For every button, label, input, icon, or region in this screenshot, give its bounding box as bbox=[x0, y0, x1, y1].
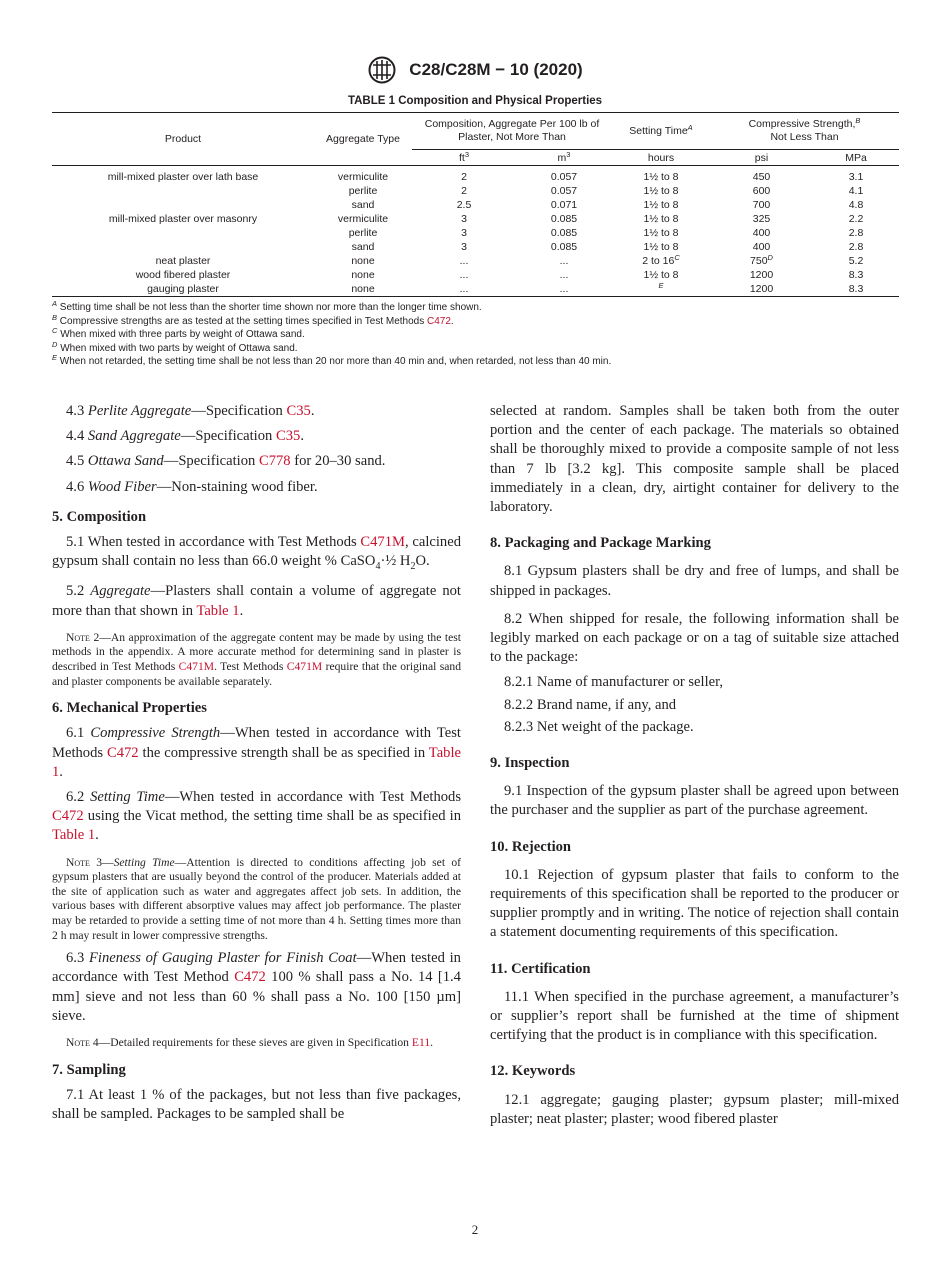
section-4-5: 4.5 Ottawa Sand—Specification C778 for 20–30 sand. bbox=[66, 453, 386, 470]
cell-product bbox=[52, 198, 314, 212]
cell-ft3: ... bbox=[459, 255, 469, 267]
cell-ft3: 2 bbox=[461, 171, 467, 183]
right-column bbox=[490, 402, 899, 1129]
footnote-a: $^A$ Setting time shall be not less than the shorter time shown nor more than the longer time shown. bbox=[52, 299, 482, 313]
section-9-1: 9.1 Inspection of the gypsum plaster shall be agreed upon between the purchaser and the supplier as part of the purchase agreement. bbox=[490, 783, 899, 819]
cell-mpa: 8.3 bbox=[848, 283, 864, 295]
c471m-link[interactable]: C471M bbox=[286, 659, 323, 673]
section-8-2-1: 8.2.1 Name of manufacturer or seller, bbox=[504, 674, 724, 691]
cell-aggregate-type: sand bbox=[351, 199, 375, 211]
cell-ft3: 3 bbox=[461, 213, 467, 225]
cell-aggregate-type: perlite bbox=[348, 227, 378, 239]
table-row bbox=[52, 254, 899, 268]
cell-setting-time: 1½ to 8 bbox=[643, 185, 679, 197]
table-row bbox=[52, 166, 899, 185]
cell-m3: ... bbox=[559, 255, 569, 267]
document-designation: C28/C28M − 10 (2020) bbox=[409, 60, 583, 79]
table-row bbox=[52, 198, 899, 212]
cell-m3: 0.085 bbox=[550, 227, 578, 239]
cell-product: gauging plaster bbox=[147, 283, 219, 295]
note-4: Note 4—Detailed requirements for these sieves are given in Specification E11. bbox=[66, 1035, 434, 1049]
cell-ft3: 2 bbox=[461, 185, 467, 197]
cell-product bbox=[52, 184, 314, 198]
cell-psi: 1200 bbox=[749, 269, 774, 281]
footnote-c: $^C$ When mixed with three parts by weight of Ottawa sand. bbox=[52, 326, 305, 341]
header-aggregate-type: Aggregate Type bbox=[326, 132, 400, 145]
composition-table bbox=[52, 112, 899, 297]
astm-logo-icon bbox=[367, 56, 397, 84]
cell-psi: 1200 bbox=[749, 283, 774, 295]
cell-ft3: ... bbox=[459, 269, 469, 281]
unit-mpa: MPa bbox=[845, 151, 867, 164]
footnote-b: $^B$ Compressive strengths are as tested at the setting times specified in Test Methods C472. bbox=[52, 312, 454, 327]
table-footnotes bbox=[52, 301, 912, 369]
cell-product bbox=[52, 226, 314, 240]
section-7-1: 7.1 At least 1 % of the packages, but not less than five packages, shall be sampled. Packages to be sampled shall be bbox=[52, 1086, 461, 1122]
c472-link[interactable]: C472 bbox=[234, 969, 266, 986]
cell-mpa: 4.1 bbox=[848, 185, 864, 197]
header-composition: Composition, Aggregate Per 100 lb of Plaster, Not More Than bbox=[412, 113, 612, 150]
footnote-d: $^D$ When mixed with two parts by weight of Ottawa sand. bbox=[52, 339, 298, 354]
c472-link[interactable]: C472 bbox=[52, 808, 84, 825]
unit-psi: psi bbox=[754, 151, 769, 164]
section-10-1: 10.1 Rejection of gypsum plaster that fails to conform to the requirements of this specification shall be reported to the producer or supplier promptly and in writing. The notice of rejection shall contain a statement documenting requirements of this specification. bbox=[490, 866, 899, 941]
page-header bbox=[0, 56, 950, 84]
cell-aggregate-type: vermiculite bbox=[337, 171, 389, 183]
c472-link[interactable]: C472 bbox=[106, 744, 139, 761]
cell-mpa: 4.8 bbox=[848, 199, 864, 211]
cell-psi: 600 bbox=[752, 185, 771, 197]
cell-ft3: 3 bbox=[461, 227, 467, 239]
heading-sampling: 7. Sampling bbox=[52, 1061, 126, 1078]
table-row bbox=[52, 282, 899, 297]
left-column bbox=[52, 402, 461, 1124]
unit-ft3: $ft^3$ bbox=[458, 149, 469, 164]
cell-m3: 0.085 bbox=[550, 241, 578, 253]
cell-m3: 0.071 bbox=[550, 199, 578, 211]
cell-product: mill-mixed plaster over masonry bbox=[108, 213, 258, 225]
heading-inspection: 9. Inspection bbox=[490, 755, 570, 772]
c778-link[interactable]: C778 bbox=[258, 453, 291, 470]
c35-link[interactable]: C35 bbox=[286, 403, 311, 419]
c472-link[interactable]: C472 bbox=[427, 315, 451, 327]
cell-aggregate-type: sand bbox=[351, 241, 375, 253]
section-8-1: 8.1 Gypsum plasters shall be dry and free of lumps, and shall be shipped in packages. bbox=[490, 563, 899, 599]
table-row bbox=[52, 226, 899, 240]
cell-aggregate-type: vermiculite bbox=[337, 213, 389, 225]
heading-mechanical-properties: 6. Mechanical Properties bbox=[52, 700, 207, 717]
section-8-2-2: 8.2.2 Brand name, if any, and bbox=[504, 696, 677, 713]
heading-packaging: 8. Packaging and Package Marking bbox=[490, 535, 711, 552]
section-4-3: 4.3 Perlite Aggregate—Specification C35. bbox=[66, 403, 315, 419]
section-6-1: 6.1 Compressive Strength—When tested in accordance with Test Methods C472 the compressive strength shall be as specified in Table 1. bbox=[52, 725, 461, 780]
cell-ft3: 2.5 bbox=[456, 199, 472, 211]
c35-link[interactable]: C35 bbox=[275, 428, 301, 445]
cell-m3: 0.057 bbox=[550, 185, 578, 197]
section-6-3: 6.3 Fineness of Gauging Plaster for Finish Coat—When tested in accordance with Test Method C472 100 % shall pass a No. 14 [1.4 mm] sieve and not less than 60 % shall pass a No. 100 [150 µm] sieve. bbox=[52, 950, 461, 1024]
c471m-link[interactable]: C471M bbox=[178, 659, 215, 673]
footnote-e: $^E$ When not retarded, the setting time shall be not less than 20 nor more than 40 min and, when retarded, not less than 40 min. bbox=[52, 353, 612, 368]
cell-mpa: 2.8 bbox=[848, 227, 864, 239]
cell-setting-time: 1½ to 8 bbox=[643, 199, 679, 211]
table-1-link[interactable]: Table 1 bbox=[196, 602, 240, 619]
section-5-2: 5.2 Aggregate—Plasters shall contain a volume of aggregate not more than that shown in Table 1. bbox=[52, 583, 461, 619]
unit-m3: $m^3$ bbox=[557, 149, 571, 164]
table-row bbox=[52, 184, 899, 198]
e11-link[interactable]: E11 bbox=[411, 1035, 431, 1049]
section-8-2: 8.2 When shipped for resale, the following information shall be legibly marked on each package or on a tag of suitable size attached to the package: bbox=[490, 610, 899, 666]
header-setting-time: Setting Time$^A$ bbox=[612, 113, 710, 150]
section-11-1: 11.1 When specified in the purchase agreement, a manufacturer’s or supplier’s report shall be furnished at the time of shipment certifying that the product is in compliance with this specification. bbox=[490, 988, 899, 1044]
heading-rejection: 10. Rejection bbox=[490, 838, 572, 855]
cell-setting-time: 1½ to 8 bbox=[643, 227, 679, 239]
cell-setting-time: 2 to $16^C$ bbox=[642, 253, 680, 267]
table-1-link[interactable]: Table 1 bbox=[52, 827, 96, 844]
section-4-6: 4.6 Wood Fiber—Non-staining wood fiber. bbox=[66, 478, 318, 495]
cell-aggregate-type: perlite bbox=[348, 185, 378, 197]
cell-m3: ... bbox=[559, 283, 569, 295]
section-8-2-3: 8.2.3 Net weight of the package. bbox=[504, 718, 694, 735]
cell-mpa: 8.3 bbox=[848, 269, 864, 281]
cell-aggregate-type: none bbox=[351, 269, 375, 281]
section-12-1: 12.1 aggregate; gauging plaster; gypsum plaster; mill-mixed plaster; neat plaster; plaster; wood fibered plaster bbox=[490, 1091, 899, 1127]
cell-setting-time: 1½ to 8 bbox=[643, 241, 679, 253]
cell-ft3: 3 bbox=[461, 241, 467, 253]
section-7-1-continued: selected at random. Samples shall be taken both from the outer portion and the center of each package. The materials so obtained shall be thoroughly mixed to provide a composite sample of not less than 7 lb [3.2 kg]. This composite sample shall be placed immediately in a clean, dry, airtight container for delivery to the laboratory. bbox=[490, 403, 899, 516]
section-4-4: 4.4 Sand Aggregate—Specification C35. bbox=[66, 428, 304, 445]
cell-psi: 400 bbox=[752, 241, 771, 253]
cell-m3: 0.057 bbox=[550, 171, 578, 183]
cell-psi: $750^D$ bbox=[750, 253, 773, 267]
header-compressive-strength: Compressive Strength,$^B$ Not Less Than bbox=[710, 113, 899, 150]
page-number: 2 bbox=[471, 1222, 479, 1237]
cell-mpa: 2.8 bbox=[848, 241, 864, 253]
note-2: Note 2—An approximation of the aggregate content may be made by using the test methods in the appendix. A more accurate method for determining sand in plaster is described in Test Methods C471M. Test Methods C471M require that the original sand and plaster components be available separately. bbox=[52, 630, 461, 688]
cell-psi: 700 bbox=[752, 199, 771, 211]
table-row bbox=[52, 240, 899, 254]
section-5-1: 5.1 When tested in accordance with Test Methods C471M, calcined gypsum shall contain no less than 66.0 weight % CaSO$_4$·½ $H_2O$. bbox=[52, 534, 461, 573]
cell-mpa: 5.2 bbox=[848, 255, 864, 267]
cell-setting-time: 1½ to 8 bbox=[643, 171, 679, 183]
cell-aggregate-type: none bbox=[351, 283, 375, 295]
cell-ft3: ... bbox=[459, 283, 469, 295]
cell-product: neat plaster bbox=[155, 255, 211, 267]
cell-setting-time: 1½ to 8 bbox=[643, 213, 679, 225]
c471m-link[interactable]: C471M bbox=[360, 534, 406, 551]
heading-keywords: 12. Keywords bbox=[490, 1063, 576, 1080]
cell-product bbox=[52, 240, 314, 254]
cell-psi: 450 bbox=[752, 171, 771, 183]
cell-product: wood fibered plaster bbox=[135, 269, 231, 281]
cell-mpa: 3.1 bbox=[848, 171, 864, 183]
cell-psi: 325 bbox=[752, 213, 771, 225]
note-3: Note 3—Setting Time—Attention is directed to conditions affecting job set of gypsum plasters that are usually beyond the control of the producer. Materials added at the site of application such as water and aggregates affect job sets. In addition, the various bases with different absorptive values may affect job performance. The plaster may be retarded to provide a setting time of not more than 4 h. Setting times more than 2 h may result in lower compressive strengths. bbox=[52, 855, 461, 942]
table-1-link[interactable]: Table 1 bbox=[52, 744, 461, 780]
table-row bbox=[52, 268, 899, 282]
cell-setting-time: E bbox=[658, 281, 664, 290]
cell-m3: ... bbox=[559, 269, 569, 281]
table-row bbox=[52, 212, 899, 226]
cell-mpa: 2.2 bbox=[848, 213, 864, 225]
cell-psi: 400 bbox=[752, 227, 771, 239]
cell-aggregate-type: none bbox=[351, 255, 375, 267]
cell-m3: 0.085 bbox=[550, 213, 578, 225]
heading-composition: 5. Composition bbox=[52, 508, 147, 525]
table-title: TABLE 1 Composition and Physical Properties bbox=[347, 95, 603, 107]
unit-hours: hours bbox=[647, 151, 675, 164]
heading-certification: 11. Certification bbox=[490, 960, 591, 977]
cell-product: mill-mixed plaster over lath base bbox=[107, 171, 259, 183]
section-6-2: 6.2 Setting Time—When tested in accordance with Test Methods C472 using the Vicat method, the setting time shall be as specified in Table 1. bbox=[52, 788, 462, 844]
header-product: Product bbox=[164, 132, 202, 145]
cell-setting-time: 1½ to 8 bbox=[643, 269, 679, 281]
